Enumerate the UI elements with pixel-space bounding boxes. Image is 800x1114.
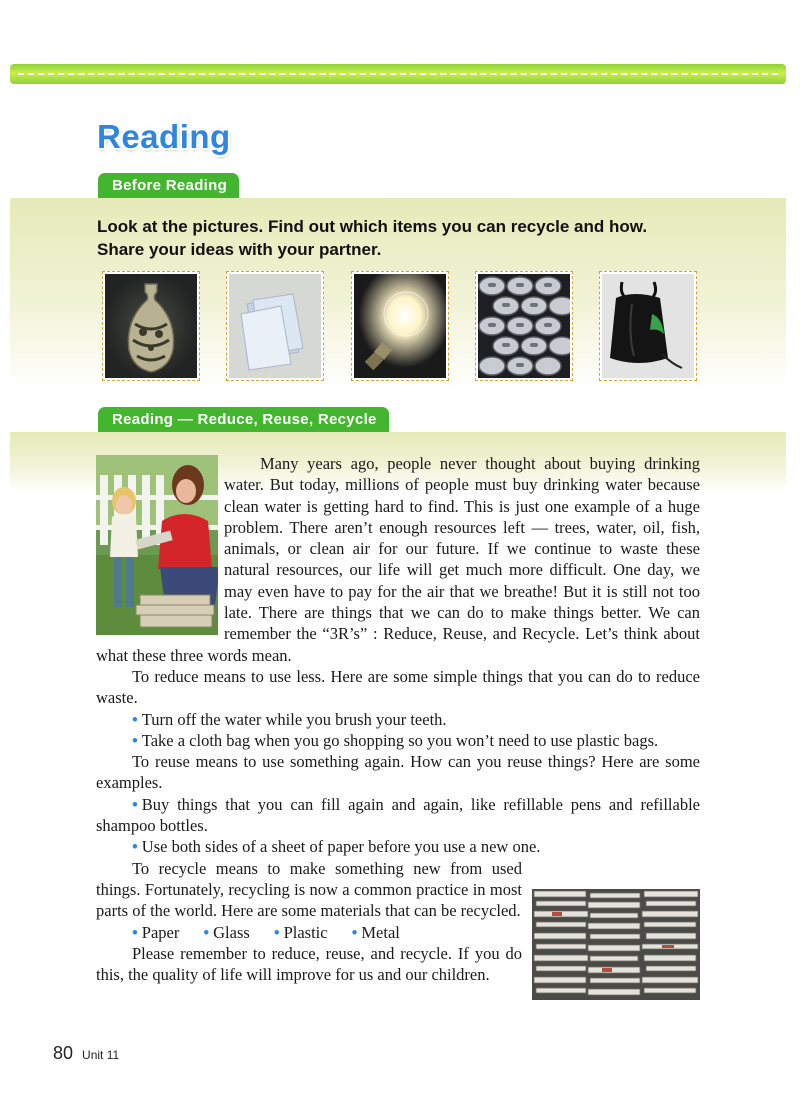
closing-paragraph: Please remember to reduce, reuse, and recycle. If you do this, the quality of life will improve for us and our children.	[96, 943, 522, 985]
reuse-bullet: • Buy things that you can fill again and again, like refillable pens and refillable shampoo bottles.	[96, 794, 700, 836]
top-decorative-band	[10, 64, 786, 84]
material-item: • Plastic	[273, 922, 328, 942]
plastic-bag-picture	[599, 271, 697, 381]
reduce-bullet: • Take a cloth bag when you go shopping so you won’t need to use plastic bags.	[132, 730, 659, 750]
page-footer	[53, 1043, 119, 1064]
page-number: 80	[53, 1043, 74, 1063]
reuse-paragraph: To reuse means to use something again. How can you reuse things? Here are some examples.	[96, 752, 700, 793]
reading-passage	[96, 453, 700, 985]
intro-paragraph: Many years ago, people never thought about buying drinking water. But today, millions of people must buy drinking water because clean water is getting hard to find. This is just one example of a huge problem. There aren’t enough resources left — trees, water, oil, fish, animals, or clean air for our future. If we continue to waste these natural resources, our life will get much more difficult. One day, we may even have to pay for the air that we breathe! But it is still not too late. There are things that we can do to make things better. We can remember the “3R’s” : Reduce, Reuse, and Recycle. Let’s think about what these three words mean.	[96, 454, 700, 665]
recycle-paragraph: To recycle means to make something new from used things. Fortunately, recycling is now a common practice in most parts of the world. Here are some materials that can be recycled.	[96, 858, 522, 921]
vase-picture	[102, 271, 200, 381]
light-bulb-picture	[351, 271, 449, 381]
before-reading-instructions	[97, 215, 717, 261]
reduce-paragraph: To reduce means to use less. Here are some simple things that you can do to reduce waste.	[96, 666, 700, 708]
aluminum-cans-picture	[475, 271, 573, 381]
reuse-bullet: • Use both sides of a sheet of paper before you use a new one.	[132, 837, 541, 857]
page-title: Reading	[97, 118, 231, 155]
material-item: • Metal	[351, 922, 400, 942]
instructions-line-1: Look at the pictures. Find out which items you can recycle and how.	[97, 217, 648, 236]
before-reading-tab: Before Reading	[98, 173, 239, 198]
reduce-bullet: • Turn off the water while you brush your teeth.	[132, 709, 447, 729]
paper-sheets-picture	[226, 271, 324, 381]
material-item: • Paper	[132, 922, 180, 942]
newspaper-photo-space	[522, 863, 700, 981]
reading-tab: Reading — Reduce, Reuse, Recycle	[98, 407, 389, 432]
material-item: • Glass	[203, 922, 250, 942]
unit-label: Unit 11	[82, 1048, 120, 1062]
instructions-line-2: Share your ideas with your partner.	[97, 240, 382, 259]
